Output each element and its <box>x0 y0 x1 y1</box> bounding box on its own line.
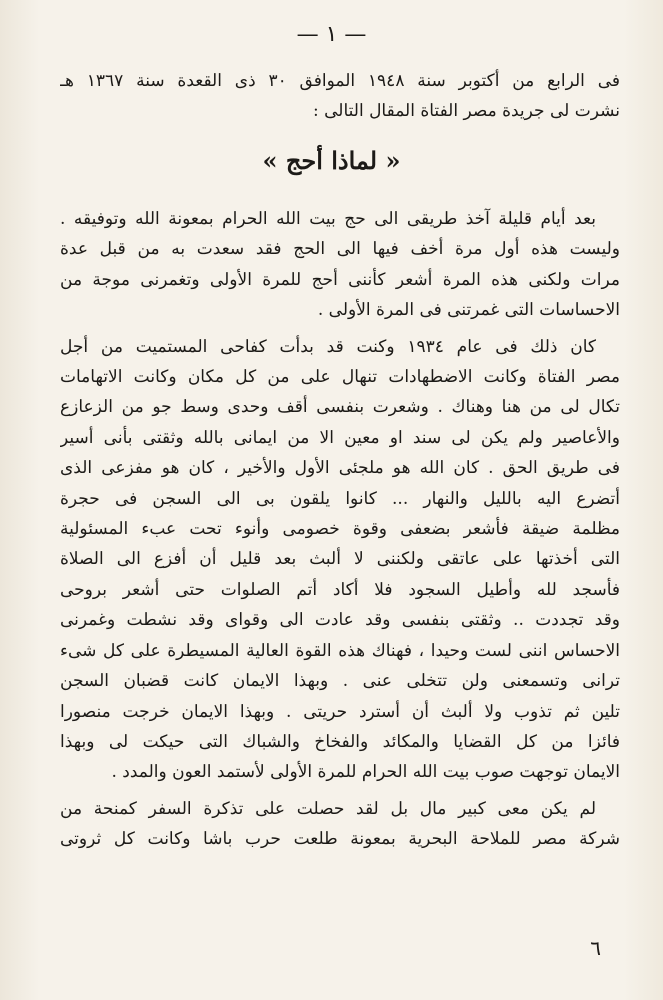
paragraph <box>60 332 620 788</box>
text-line: لم يكن معى كبير مال بل لقد حصلت على تذكرة السفر كمنحة من <box>60 798 596 819</box>
text-line: وليست هذه أول مرة أخف فيها الى الحج فقد سعدت به من قبل عدة <box>60 239 620 260</box>
paragraph <box>60 204 620 326</box>
text-line: تكال لى من هنا وهناك . وشعرت بنفسى أقف وحدى وسط جو من الزعازع <box>60 397 620 418</box>
text-line: فائزا من كل القضايا والمكائد والفخاخ والشباك التى حيكت لى وبهذا <box>60 731 620 752</box>
text-line: تلين ثم تذوب ولا ألبث أن أسترد حريتى . وبهذا الايمان خرجت منصورا <box>60 701 620 722</box>
text-line: فأسجد لله وأطيل السجود فلا أكاد أتم الصلوات حتى أشعر بروحى <box>60 579 620 600</box>
page-number: — ١ — <box>296 22 367 47</box>
text-line: أتضرع اليه بالليل والنهار ... كانوا يلقون بى الى السجن فى حجرة <box>60 488 620 509</box>
text-line: شركة مصر للملاحة البحرية بمعونة طلعت حرب باشا وكانت كل ثروتى <box>60 829 620 850</box>
folio-number: ٦ <box>590 936 601 960</box>
article-body <box>60 204 620 855</box>
text-line: وقد تجددت .. وثقتى بنفسى وقد عادت الى وقواى وقد نشطت وغمرنى <box>60 610 620 631</box>
text-line: والأعاصير ولم يكن لى سند او معين الا من ايمانى بالله وثقتى بأنى أسير <box>60 427 620 448</box>
paragraph <box>60 794 620 855</box>
text-line: الايمان توجهت صوب بيت الله الحرام للمرة الأولى لأستمد العون والمدد . <box>111 762 620 783</box>
text-line: مصر الفتاة وكانت الاضطهادات تنهال على من كل مكان وكانت الاتهامات <box>60 367 620 388</box>
text-line: كان ذلك فى عام ١٩٣٤ وكنت قد بدأت كفاحى المستميت من أجل <box>60 336 596 357</box>
intro-line: فى الرابع من أكتوبر سنة ١٩٤٨ الموافق ٣٠ ذى القعدة سنة ١٣٦٧ هـ <box>60 71 620 91</box>
text-line: مرات ولكنى هذه المرة أشعر كأننى أحج للمرة الأولى وتغمرنى موجة من <box>60 269 620 290</box>
text-line: الاحساس اننى لست وحيدا ، فهناك هذه القوة العالية المسيطرة على كل شىء <box>60 640 620 661</box>
text-line: ترانى وتسمعنى ولن تتخلى عنى . وبهذا الايمان كانت قضبان السجن <box>60 671 620 692</box>
intro-text <box>60 66 620 126</box>
text-line: مظلمة ضيقة فأشعر بضعفى وقوة خصومى وأنوء تحت عبء المسئولية <box>60 519 620 540</box>
text-line: بعد أيام قليلة آخذ طريقى الى حج بيت الله الحرام بمعونة الله وتوفيقه . <box>60 209 596 229</box>
text-line: التى أخذتها على عاتقى ولكننى لا ألبث بعد قليل أن أفزع الى الصلاة <box>60 549 620 570</box>
text-line: فى طريق الحق . كان الله هو ملجئى الأول والأخير ، كان هو مفزعى الذى <box>60 458 620 479</box>
text-line: الاحساسات التى غمرتنى فى المرة الأولى . <box>317 300 620 321</box>
intro-line: نشرت لى جريدة مصر الفتاة المقال التالى : <box>312 101 620 121</box>
article-title: « لماذا أحج » <box>262 146 401 175</box>
